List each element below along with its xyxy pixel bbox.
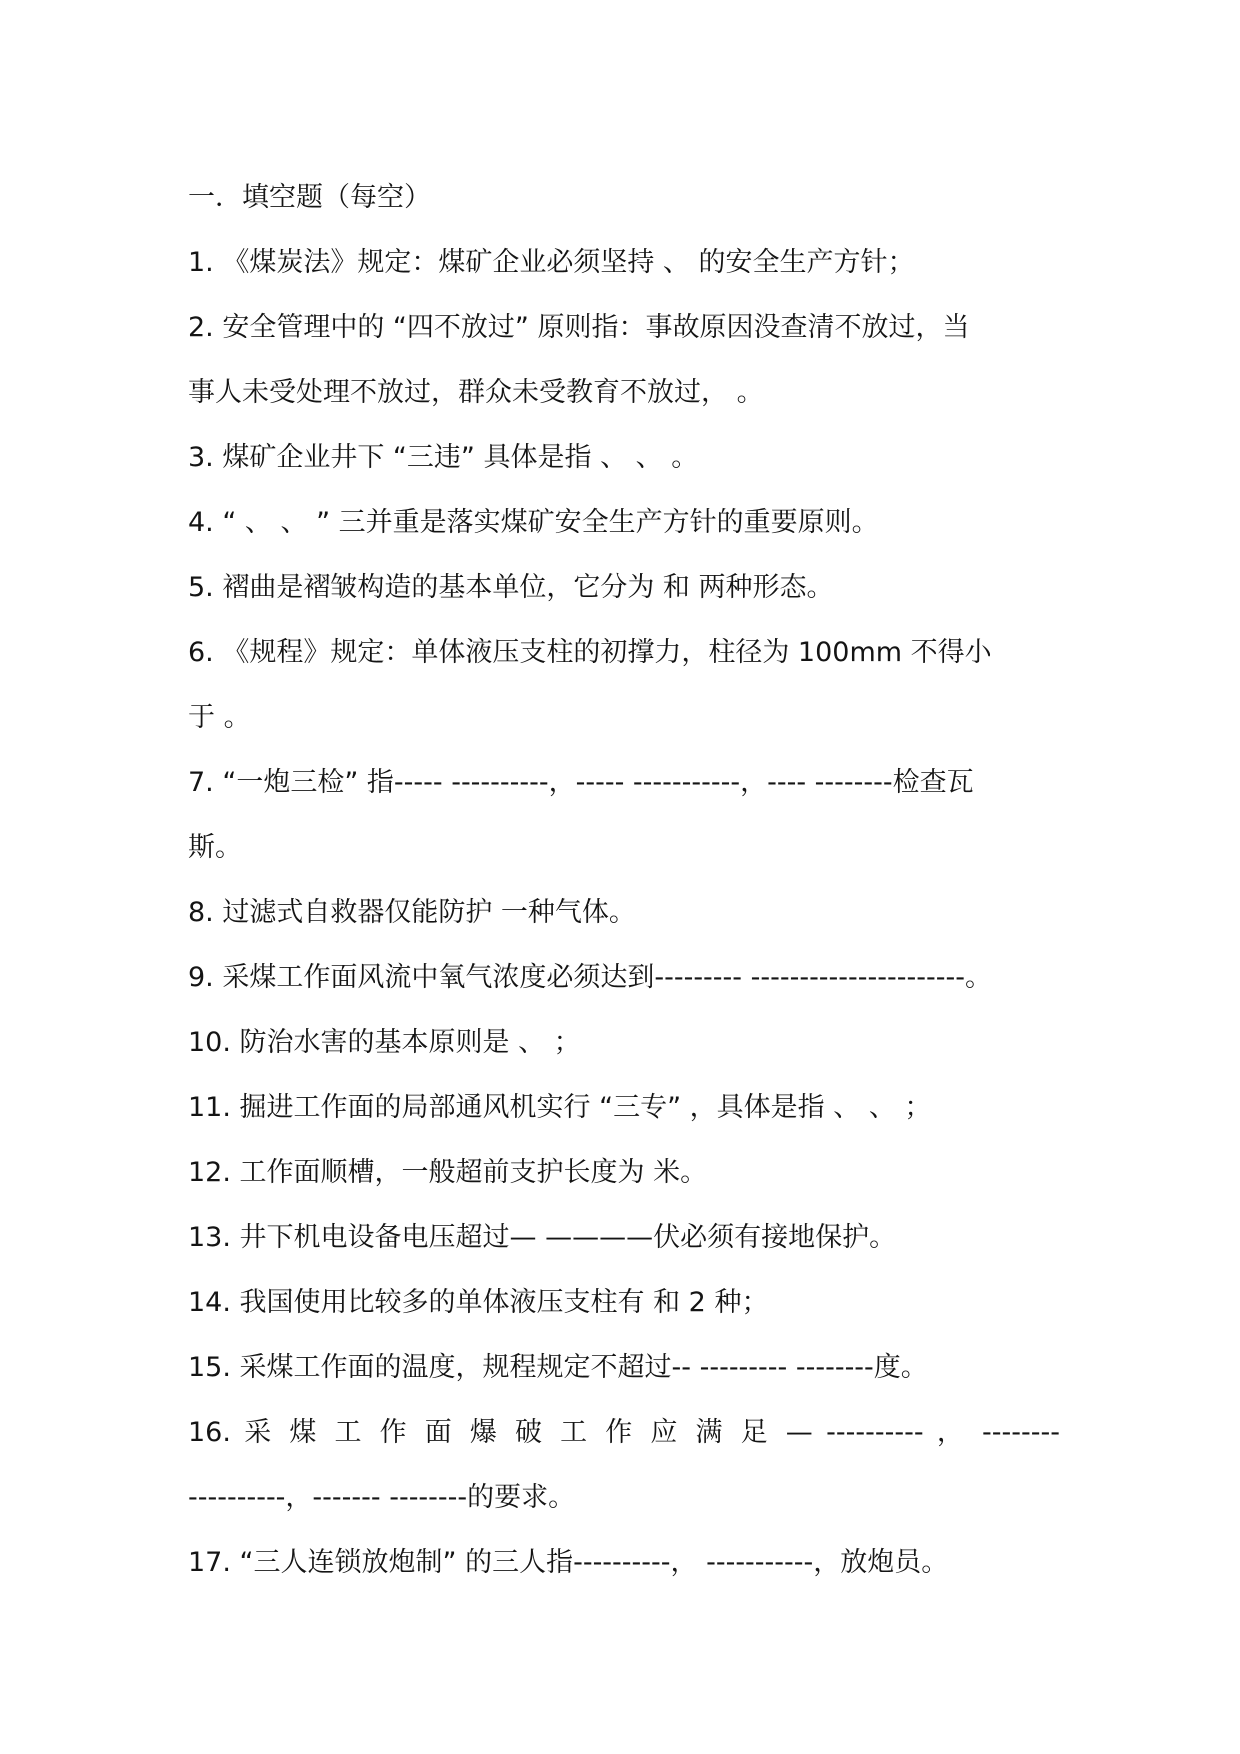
question-15-line-1: 15. 采煤工作面的温度，规程规定不超过-- --------- --------度。 [188, 1352, 928, 1383]
question-7-line-2: 斯。 [188, 832, 242, 863]
question-8-line-1: 8. 过滤式自救器仅能防护 一种气体。 [188, 897, 636, 928]
document-body [188, 165, 1060, 1595]
question-2-line-1: 2. 安全管理中的 “四不放过” 原则指：事故原因没查清不放过，当 [188, 312, 970, 343]
question-6-line-2: 于 。 [188, 702, 251, 733]
question-6-line-1: 6. 《规程》规定：单体液压支柱的初撑力，柱径为 100mm 不得小 [188, 637, 992, 668]
question-2-line-2: 事人未受处理不放过，群众未受教育不放过， 。 [188, 377, 764, 408]
question-12-line-1: 12. 工作面顺槽，一般超前支护长度为 米。 [188, 1157, 708, 1188]
question-9-line-1: 9. 采煤工作面风流中氧气浓度必须达到--------- ----------------------。 [188, 962, 992, 993]
section-title: 一．填空题（每空） [188, 182, 431, 213]
question-17-line-1: 17. “三人连锁放炮制” 的三人指----------， -----------，放炮员。 [188, 1547, 949, 1578]
question-1-line-1: 1. 《煤炭法》规定：煤矿企业必须坚持 、 的安全生产方针； [188, 247, 915, 278]
question-14-line-1: 14. 我国使用比较多的单体液压支柱有 和 2 种； [188, 1287, 769, 1318]
question-7-line-1: 7. “一炮三检” 指----- ----------，----- -----------，---- --------检查瓦 [188, 767, 974, 798]
question-13-line-1: 13. 井下机电设备电压超过— ————伏必须有接地保护。 [188, 1222, 897, 1253]
question-10-line-1: 10. 防治水害的基本原则是 、 ； [188, 1027, 581, 1058]
question-5-line-1: 5. 褶曲是褶皱构造的基本单位，它分为 和 两种形态。 [188, 572, 834, 603]
question-11-line-1: 11. 掘进工作面的局部通风机实行 “三专” ，具体是指 、 、 ； [188, 1092, 932, 1123]
question-3-line-1: 3. 煤矿企业井下 “三违” 具体是指 、 、 。 [188, 442, 699, 473]
question-16-line-1: 16. 采 煤 工 作 面 爆 破 工 作 应 满 足 — ---------- ， -------- [188, 1417, 1060, 1448]
question-16-line-2: ----------，------- --------的要求。 [188, 1482, 576, 1513]
question-4-line-1: 4. “ 、 、 ” 三并重是落实煤矿安全生产方针的重要原则。 [188, 507, 879, 538]
